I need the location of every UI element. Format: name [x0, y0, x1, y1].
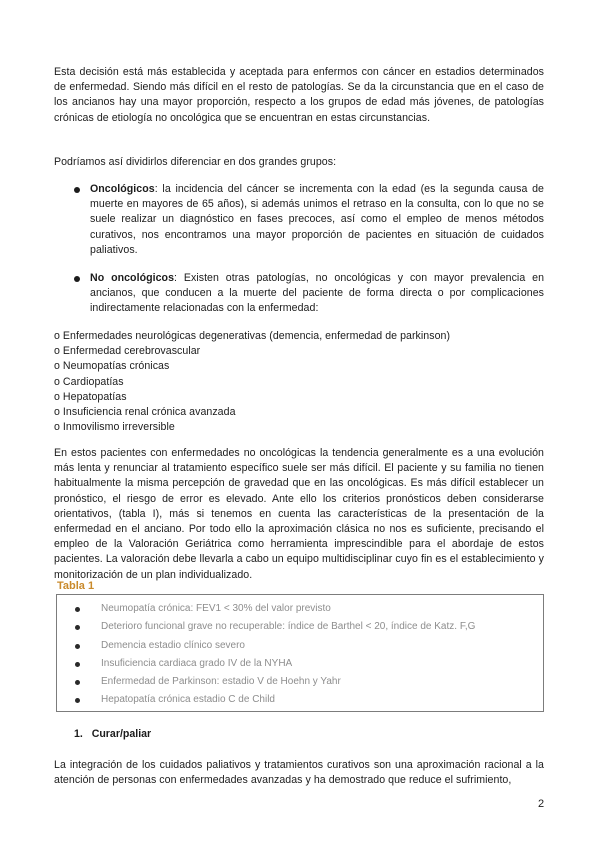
- group-term: Oncológicos: [90, 183, 155, 195]
- table-row: [57, 655, 543, 673]
- paragraph-curar-paliar: La integración de los cuidados paliativos y tratamientos curativos son una aproximación racional a la atención de personas con enfermedades avanzadas y ha demostrado que reduce el sufrimiento,: [54, 759, 544, 787]
- table-cell: Neumopatía crónica: FEV1 < 30% del valor previsto: [101, 603, 331, 614]
- table-row: [57, 673, 543, 691]
- conditions-list: [54, 329, 544, 435]
- table-row: [57, 691, 543, 709]
- list-item: o Hepatopatías: [54, 390, 127, 403]
- table-cell: Hepatopatía crónica estadio C de Child: [101, 694, 275, 706]
- bullet-icon: [74, 187, 80, 193]
- table-cell: Enfermedad de Parkinson: estadio V de Hoehn y Yahr: [101, 676, 341, 688]
- bullet-icon: [75, 607, 80, 612]
- table-title: Tabla 1: [57, 580, 95, 592]
- section-number: 1.: [74, 728, 83, 740]
- table-row: [57, 637, 543, 655]
- section-heading: [74, 728, 151, 740]
- list-item: o Inmovilismo irreversible: [54, 421, 175, 434]
- group-text: : Existen otras patologías, no oncológicas y con mayor prevalencia en ancianos, que conducen a la muerte del paciente de forma directa o por complicaciones indirectamente relacionadas con la enfermedad:: [90, 272, 545, 315]
- table-cell: Deterioro funcional grave no recuperable: índice de Barthel < 20, índice de Katz. F,G: [101, 621, 476, 633]
- paragraph-intro: Esta decisión está más establecida y aceptada para enfermos con cáncer en estadios determinados de enfermedad. Siendo más difícil en el resto de patologías. Se da la circunstancia que en el caso de los ancianos hay una mayor proporción, respecto a los grupos de edad más jóvenes, de patologías crónicas de etiología no oncológica que se encuentran en estas circunstancias.: [54, 66, 544, 124]
- bullet-icon: [75, 680, 80, 685]
- table-cell: Insuficiencia cardiaca grado IV de la NYHA: [101, 657, 293, 669]
- bullet-icon: [74, 276, 80, 282]
- bullet-icon: [75, 625, 80, 630]
- bullet-icon: [75, 662, 80, 667]
- criteria-table: [56, 594, 544, 712]
- list-item: [72, 271, 544, 317]
- list-item: [72, 182, 544, 258]
- group-text: : la incidencia del cáncer se incrementa con la edad (es la segunda causa de muerte en mayores de 65 años), si además unimos el retraso en la consulta, con lo que no se suele realizar un diagnóstico en fases precoces, así como el empleo de menos métodos curativos, nos encontramos una mayor proporción de pacientes en situación de cuidados paliativos.: [90, 183, 544, 256]
- paragraph-non-oncologic: En estos pacientes con enfermedades no oncológicas la tendencia generalmente es a una evolución más lenta y renunciar al tratamiento específico suele ser más difícil. El paciente y su familia no tienen habitualmente la misma percepción de gravedad que en las oncológicas. Es más difícil establecer un pronóstico, el riesgo de error es elevado. Ante ello los criterios pronósticos deben considerarse orientativos, (tabla I), más si tenemos en cuenta las características de la presentación de la enfermedad en el anciano. Por todo ello la aproximación clásica no nos es suficiente, precisando el empleo de la Valoración Geriátrica como herramienta imprescindible para el abordaje de estos pacientes. La valoración debe llevarla a cabo un equipo multidisciplinar cuyo fin es el establecimiento y monitorización de un plan individualizado.: [54, 447, 544, 581]
- list-item: o Enfermedad cerebrovascular: [54, 345, 201, 358]
- table-row: [57, 618, 543, 636]
- list-item: o Enfermedades neurológicas degenerativas (demencia, enfermedad de parkinson): [54, 330, 451, 342]
- section-title: Curar/paliar: [91, 728, 152, 740]
- list-item: o Neumopatías crónicas: [54, 360, 170, 373]
- bullet-icon: [75, 698, 80, 703]
- list-item: o Cardiopatías: [54, 375, 124, 388]
- table-row: [57, 600, 543, 618]
- group-term: No oncológicos: [90, 272, 175, 285]
- paragraph-groups-intro: Podríamos así dividirlos diferenciar en dos grandes grupos:: [54, 156, 337, 168]
- table-cell: Demencia estadio clínico severo: [101, 639, 245, 651]
- list-item: o Insuficiencia renal crónica avanzada: [54, 406, 236, 419]
- page-number: 2: [538, 798, 545, 810]
- groups-list: [72, 182, 544, 317]
- bullet-icon: [75, 644, 80, 649]
